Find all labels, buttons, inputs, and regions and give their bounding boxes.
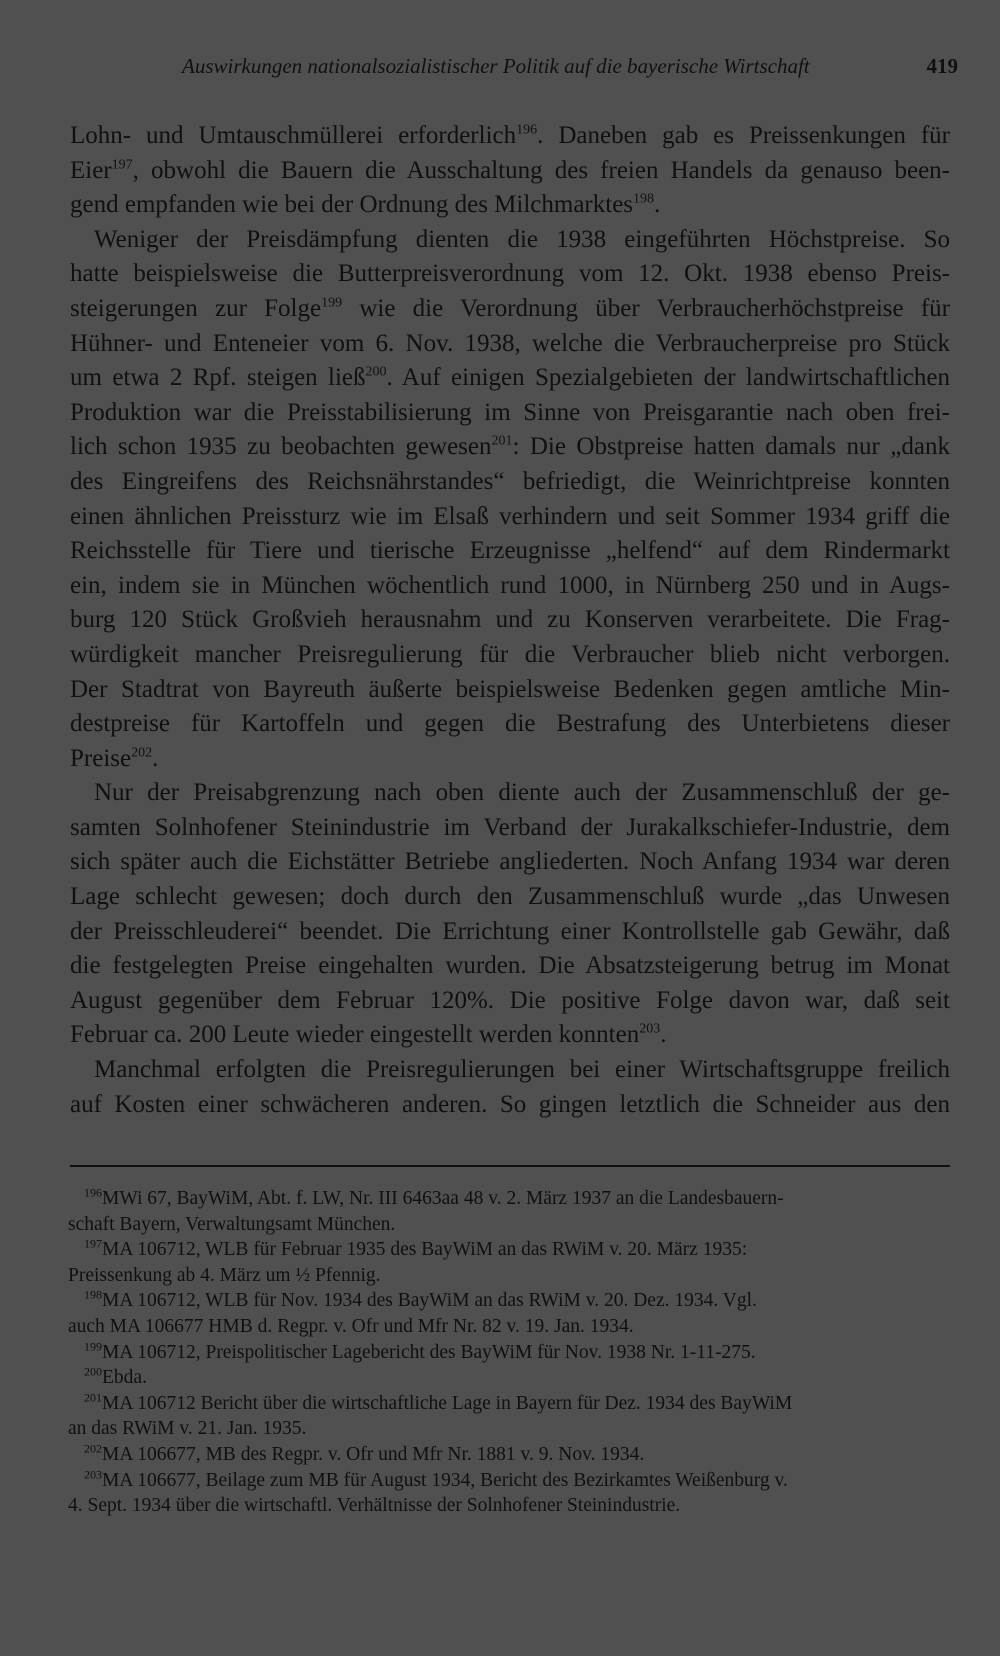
body-line bbox=[70, 1088, 950, 1123]
line-text: um etwa 2 Rpf. steigen ließ bbox=[70, 364, 366, 392]
footnote bbox=[68, 1186, 950, 1237]
line-text: die festgelegten Preise eingehalten wurden. Die Absatzsteigerung betrug im Monat bbox=[70, 952, 950, 980]
footnote-line bbox=[68, 1442, 950, 1468]
footnote-text: MA 106712, WLB für Nov. 1934 des BayWiM an das RWiM v. 20. Dez. 1934. Vgl. bbox=[102, 1290, 757, 1312]
footnote-text: MA 106677, Beilage zum MB für August 1934, Bericht des Bezirkamtes Weißenburg v. bbox=[102, 1469, 788, 1491]
body-line bbox=[70, 188, 950, 223]
line-text: samten Solnhofener Steinindustrie im Verband der Jurakalkschiefer-Industrie, dem bbox=[70, 813, 950, 841]
body-line bbox=[70, 949, 950, 984]
footnote-number: 203 bbox=[84, 1467, 102, 1482]
footnote-number: 201 bbox=[84, 1390, 102, 1405]
body-line bbox=[70, 707, 950, 742]
footnote-ref: 199 bbox=[321, 295, 343, 311]
line-text: Der Stadtrat von Bayreuth äußerte beispielsweise Bedenken gegen amtliche Min- bbox=[70, 675, 950, 703]
line-text: einen ähnlichen Preissturz wie im Elsaß verhindern und seit Sommer 1934 griff die bbox=[70, 502, 950, 530]
footnote-number: 197 bbox=[84, 1236, 102, 1251]
line-text: Reichsstelle für Tiere und tierische Erzeugnisse „helfend“ auf dem Rindermarkt bbox=[70, 537, 950, 565]
line-text: ein, indem sie in München wöchentlich rund 1000, in Nürnberg 250 und in Augs- bbox=[70, 571, 950, 599]
footnote-ref: 202 bbox=[131, 745, 153, 761]
body-line bbox=[70, 742, 950, 777]
line-text: August gegenüber dem Februar 120%. Die positive Folge davon war, daß seit bbox=[70, 986, 950, 1014]
body-line bbox=[70, 638, 950, 673]
footnote-ref: 197 bbox=[111, 157, 133, 173]
body-line bbox=[70, 811, 950, 846]
footnote-number: 199 bbox=[84, 1339, 102, 1354]
line-text-after: . Daneben gab es Preissenkungen für bbox=[537, 122, 950, 149]
body-text bbox=[70, 119, 950, 1122]
line-text: Manchmal erfolgten die Preisregulierungen bei einer Wirtschaftsgruppe freilich bbox=[94, 1056, 950, 1084]
line-text-after: : Die Obstpreise hatten damals nur „dank bbox=[512, 433, 950, 461]
line-text: auf Kosten einer schwächeren anderen. So gingen letztlich die Schneider aus den bbox=[70, 1090, 950, 1118]
footnote-text: Ebda. bbox=[102, 1367, 147, 1389]
line-text: Eier bbox=[70, 156, 112, 184]
body-line bbox=[70, 257, 950, 292]
line-text: Lohn- und Umtauschmüllerei erforderlich bbox=[70, 122, 517, 149]
body-line bbox=[70, 880, 950, 915]
footnote-number: 200 bbox=[84, 1364, 102, 1379]
footnote bbox=[68, 1468, 950, 1519]
line-text: Produktion war die Preisstabilisierung im Sinne von Preisgarantie nach oben frei- bbox=[70, 398, 950, 426]
line-text: Preise bbox=[70, 744, 132, 772]
footnote-text: MWi 67, BayWiM, Abt. f. LW, Nr. III 6463aa 48 v. 2. März 1937 an die Landesbauern- bbox=[102, 1188, 784, 1209]
footnote-number: 198 bbox=[84, 1287, 102, 1302]
footnote-line bbox=[68, 1314, 950, 1340]
footnote-line bbox=[68, 1212, 950, 1238]
footnote bbox=[68, 1391, 950, 1442]
body-line bbox=[70, 603, 950, 638]
footnote-line bbox=[68, 1416, 950, 1442]
body-line bbox=[70, 396, 950, 431]
body-line bbox=[70, 292, 950, 327]
line-text: Weniger der Preisdämpfung dienten die 1938 eingeführten Höchstpreise. So bbox=[94, 225, 950, 253]
body-line bbox=[70, 154, 950, 189]
body-line bbox=[70, 223, 950, 258]
line-text: lich schon 1935 zu beobachten gewesen bbox=[70, 433, 492, 461]
footnote-ref: 196 bbox=[516, 122, 538, 138]
running-header bbox=[182, 54, 958, 88]
line-text: Februar ca. 200 Leute wieder eingestellt werden konnten bbox=[70, 1021, 640, 1049]
footnote bbox=[68, 1237, 950, 1288]
body-line bbox=[70, 776, 950, 811]
line-text-after: . bbox=[152, 744, 159, 772]
line-text: steigerungen zur Folge bbox=[70, 294, 322, 322]
body-line bbox=[70, 1018, 950, 1053]
footnote-text: auch MA 106677 HMB d. Regpr. v. Ofr und Mfr Nr. 82 v. 19. Jan. 1934. bbox=[68, 1315, 634, 1337]
footnote-text: an das RWiM v. 21. Jan. 1935. bbox=[68, 1418, 307, 1440]
footnote-line bbox=[68, 1263, 950, 1289]
body-line bbox=[70, 915, 950, 950]
body-line bbox=[70, 327, 950, 362]
footnote-text: MA 106712, Preispolitischer Lagebericht des BayWiM für Nov. 1938 Nr. 1-11-275. bbox=[102, 1341, 756, 1363]
body-line bbox=[70, 465, 950, 500]
line-text: Lage schlecht gewesen; doch durch den Zusammenschluß wurde „das Unwesen bbox=[70, 883, 950, 911]
running-title: Auswirkungen nationalsozialistischer Politik auf die bayerische Wirtschaft bbox=[182, 54, 810, 78]
body-line bbox=[70, 500, 950, 535]
body-line bbox=[70, 1053, 950, 1088]
body-line bbox=[70, 534, 950, 569]
line-text: destpreise für Kartoffeln und gegen die Bestrafung des Unterbietens dieser bbox=[70, 710, 950, 738]
line-text: des Eingreifens des Reichsnährstandes“ befriedigt, die Weinrichtpreise konnten bbox=[70, 467, 950, 495]
footnote-text: schaft Bayern, Verwaltungsamt München. bbox=[68, 1213, 396, 1235]
line-text-after: . bbox=[654, 191, 661, 219]
footnote-line bbox=[68, 1391, 950, 1417]
body-line bbox=[70, 361, 950, 396]
line-text: Hühner- und Enteneier vom 6. Nov. 1938, welche die Verbraucherpreise pro Stück bbox=[70, 329, 950, 357]
footnote-line bbox=[68, 1468, 950, 1494]
footnote-ref: 203 bbox=[639, 1022, 661, 1038]
footnote-line bbox=[68, 1493, 950, 1519]
body-line bbox=[70, 119, 950, 154]
line-text-after: . Auf einigen Spezialgebieten der landwirtschaftlichen bbox=[386, 364, 950, 392]
footnote-text: MA 106712, WLB für Februar 1935 des BayWiM an das RWiM v. 20. März 1935: bbox=[102, 1239, 748, 1261]
body-line bbox=[70, 569, 950, 604]
footnote-text: Preissenkung ab 4. März um ½ Pfennig. bbox=[68, 1264, 381, 1286]
line-text-after: , obwohl die Bauern die Ausschaltung des freien Handels da genauso been- bbox=[132, 156, 950, 184]
footnote bbox=[68, 1340, 950, 1366]
line-text: der Preisschleuderei“ beendet. Die Errichtung einer Kontrollstelle gab Gewähr, daß bbox=[70, 917, 950, 945]
footnote-ref: 201 bbox=[491, 434, 513, 450]
body-line bbox=[70, 984, 950, 1019]
body-line bbox=[70, 430, 950, 465]
footnote-text: MA 106712 Bericht über die wirtschaftliche Lage in Bayern für Dez. 1934 des BayWiM bbox=[102, 1392, 793, 1414]
footnote-line bbox=[68, 1186, 950, 1212]
footnote-line bbox=[68, 1237, 950, 1263]
line-text-after: . bbox=[660, 1021, 667, 1049]
footnote-text: MA 106677, MB des Regpr. v. Ofr und Mfr Nr. 1881 v. 9. Nov. 1934. bbox=[102, 1443, 645, 1465]
footnote-line bbox=[68, 1340, 950, 1366]
footnote bbox=[68, 1365, 950, 1391]
footnote-divider bbox=[70, 1165, 950, 1167]
line-text: gend empfanden wie bei der Ordnung des Milchmarktes bbox=[70, 191, 634, 219]
page-number: 419 bbox=[926, 54, 958, 78]
footnote-line bbox=[68, 1365, 950, 1391]
line-text: sich später auch die Eichstätter Betriebe angliederten. Noch Anfang 1934 war deren bbox=[70, 848, 950, 876]
body-line bbox=[70, 845, 950, 880]
footnote-number: 196 bbox=[84, 1185, 102, 1200]
footnote-ref: 198 bbox=[633, 191, 655, 207]
line-text: burg 120 Stück Großvieh herausnahm und zu Konserven verarbeitete. Die Frag- bbox=[70, 606, 950, 634]
footnote-line bbox=[68, 1288, 950, 1314]
line-text-after: wie die Verordnung über Verbraucherhöchstpreise für bbox=[342, 294, 950, 322]
footnote-ref: 200 bbox=[365, 364, 387, 380]
body-line bbox=[70, 673, 950, 708]
footnote-number: 202 bbox=[84, 1441, 102, 1456]
footnote bbox=[68, 1442, 950, 1468]
footnote-text: 4. Sept. 1934 über die wirtschaftl. Verhältnisse der Solnhofener Steinindustrie. bbox=[68, 1495, 681, 1517]
footnote bbox=[68, 1288, 950, 1339]
footnotes bbox=[68, 1186, 950, 1519]
line-text: würdigkeit mancher Preisregulierung für die Verbraucher blieb nicht verborgen. bbox=[70, 640, 950, 668]
line-text: Nur der Preisabgrenzung nach oben diente auch der Zusammenschluß der ge- bbox=[94, 779, 950, 807]
line-text: hatte beispielsweise die Butterpreisverordnung vom 12. Okt. 1938 ebenso Preis- bbox=[70, 260, 950, 288]
